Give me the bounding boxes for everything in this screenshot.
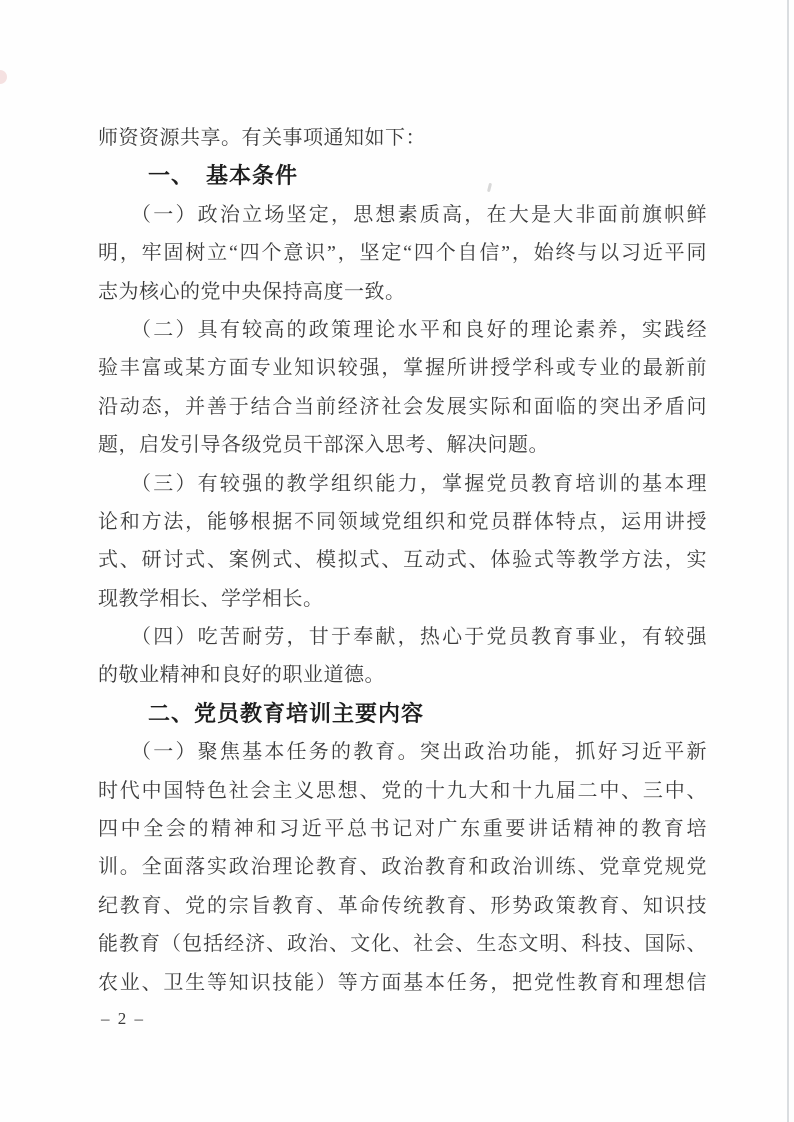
scan-smudge-artifact (0, 70, 7, 84)
paragraph-line: 训。全面落实政治理论教育、政治教育和政治训练、党章党规党 (98, 856, 707, 879)
paragraph-line: 四中全会的精神和习近平总书记对广东重要讲话精神的教育培 (98, 818, 707, 841)
paragraph-line: 纪教育、党的宗旨教育、革命传统教育、形势政策教育、知识技 (98, 894, 707, 917)
scan-edge-line (787, 0, 789, 1122)
paragraph-line: 志为核心的党中央保持高度一致。 (98, 280, 406, 303)
page-number: – 2 – (101, 1009, 145, 1028)
section-2-heading: 二、党员教育培训主要内容 (148, 700, 425, 726)
paragraph-line: 验丰富或某方面专业知识较强，掌握所讲授学科或专业的最新前 (98, 357, 707, 380)
paragraph-line: 的敬业精神和良好的职业道德。 (98, 664, 385, 687)
paragraph-line: （三）有较强的教学组织能力，掌握党员教育培训的基本理 (131, 472, 707, 495)
section-1-heading: 一、 基本条件 (148, 163, 299, 189)
paragraph-line: 明，牢固树立“四个意识”，坚定“四个自信”，始终与以习近平同 (98, 242, 707, 265)
paragraph-line: 论和方法，能够根据不同领域党组织和党员群体特点，运用讲授 (98, 510, 707, 533)
paragraph-line: 现教学相长、学学相长。 (98, 587, 324, 610)
paragraph-line: 时代中国特色社会主义思想、党的十九大和十九届二中、三中、 (98, 779, 707, 802)
document-body (98, 119, 707, 1002)
paragraph-line: 农业、卫生等知识技能）等方面基本任务，把党性教育和理想信 (98, 971, 707, 994)
intro-line: 师资资源共享。有关事项通知如下： (98, 127, 426, 149)
paragraph-line: （一）聚焦基本任务的教育。突出政治功能，抓好习近平新 (131, 741, 707, 764)
paragraph-line: （四）吃苦耐劳，甘于奉献，热心于党员教育事业，有较强 (131, 626, 707, 649)
paragraph-line: 题，启发引导各级党员干部深入思考、解决问题。 (98, 434, 549, 457)
paragraph-line: 式、研讨式、案例式、模拟式、互动式、体验式等教学方法，实 (98, 549, 707, 572)
paragraph-line: 能教育（包括经济、政治、文化、社会、生态文明、科技、国际、 (98, 933, 707, 956)
paragraph-line: 沿动态，并善于结合当前经济社会发展实际和面临的突出矛盾问 (98, 395, 707, 418)
paragraph-line: （一）政治立场坚定，思想素质高，在大是大非面前旗帜鲜 (131, 203, 707, 226)
paragraph-line: （二）具有较高的政策理论水平和良好的理论素养，实践经 (131, 318, 707, 341)
